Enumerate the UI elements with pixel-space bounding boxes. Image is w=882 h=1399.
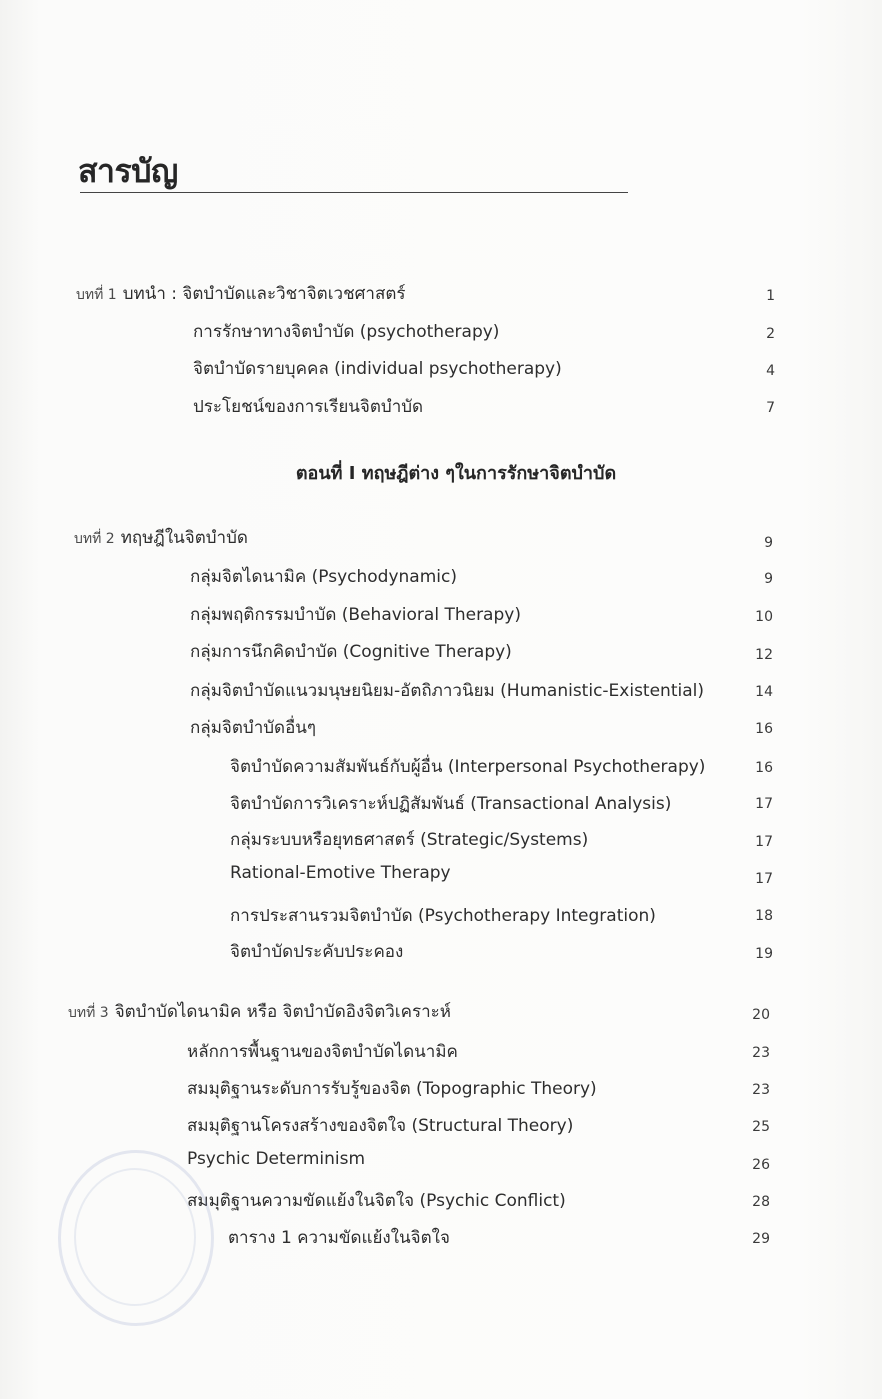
toc-entry: จิตบำบัดการวิเคราะห์ปฏิสัมพันธ์ (Transactional Analysis) (230, 794, 672, 814)
toc-entry: กลุ่มการนึกคิดบำบัด (Cognitive Therapy) (190, 642, 512, 662)
toc-entry: หลักการพื้นฐานของจิตบำบัดไดนามิค (187, 1042, 458, 1062)
toc-page-number: 25 (752, 1119, 770, 1135)
toc-entry: ประโยชน์ของการเรียนจิตบำบัด (193, 397, 424, 417)
toc-chapter-3 (68, 998, 451, 1025)
toc-page-number: 18 (755, 908, 773, 924)
toc-entry: Rational-Emotive Therapy (230, 863, 451, 883)
part-heading: ตอนที่ I ทฤษฎีต่าง ๆในการรักษาจิตบำบัด (295, 463, 617, 484)
toc-entry: ตาราง 1 ความขัดแย้งในจิตใจ (228, 1228, 450, 1248)
toc-page-number: 7 (766, 400, 775, 416)
toc-entry: กลุ่มระบบหรือยุทธศาสตร์ (Strategic/Systems) (230, 830, 589, 850)
toc-page-number: 17 (755, 834, 773, 850)
toc-entry: จิตบำบัดรายบุคคล (individual psychotherapy) (193, 359, 562, 379)
toc-page-number: 26 (752, 1157, 770, 1173)
toc-entry: จิตบำบัดความสัมพันธ์กับผู้อื่น (Interpersonal Psychotherapy) (230, 757, 706, 777)
library-stamp (58, 1150, 214, 1326)
toc-page-number: 9 (764, 535, 773, 551)
toc-entry: การประสานรวมจิตบำบัด (Psychotherapy Integration) (230, 906, 656, 926)
chapter-2-prefix: บทที่ 2 (74, 531, 115, 547)
toc-page-number: 29 (752, 1231, 770, 1247)
library-stamp-inner (74, 1168, 196, 1306)
toc-entry: กลุ่มจิตบำบัดอื่นๆ (190, 718, 317, 738)
toc-entry-text: ทฤษฎีในจิตบำบัด (120, 528, 248, 548)
toc-chapter-1 (76, 280, 406, 307)
toc-entry: Psychic Determinism (187, 1149, 366, 1169)
toc-entry: สมมุติฐานความขัดแย้งในจิตใจ (Psychic Conflict) (187, 1191, 566, 1211)
toc-page-number: 28 (752, 1194, 770, 1210)
toc-page-number: 12 (755, 647, 773, 663)
toc-entry: จิตบำบัดประคับประคอง (230, 942, 404, 962)
toc-page-number: 16 (755, 760, 773, 776)
toc-entry: กลุ่มจิตบำบัดแนวมนุษยนิยม-อัตถิภาวนิยม (Humanistic-Existential) (190, 681, 704, 701)
chapter-1-prefix: บทที่ 1 (76, 287, 117, 303)
toc-entry: สมมุติฐานระดับการรับรู้ของจิต (Topographic Theory) (187, 1079, 597, 1099)
toc-page-number: 1 (766, 288, 775, 304)
toc-page-number: 19 (755, 946, 773, 962)
chapter-3-prefix: บทที่ 3 (68, 1005, 109, 1021)
toc-page-number: 17 (755, 796, 773, 812)
page-title: สารบัญ (78, 152, 178, 190)
toc-entry-text: จิตบำบัดไดนามิค หรือ จิตบำบัดอิงจิตวิเคราะห์ (114, 1002, 451, 1022)
toc-entry: การรักษาทางจิตบำบัด (psychotherapy) (193, 322, 500, 342)
toc-entry: สมมุติฐานโครงสร้างของจิตใจ (Structural Theory) (187, 1116, 574, 1136)
toc-entry: กลุ่มพฤติกรรมบำบัด (Behavioral Therapy) (190, 605, 521, 625)
toc-page-number: 20 (752, 1007, 770, 1023)
toc-page-number: 2 (766, 326, 775, 342)
toc-page-number: 9 (764, 571, 773, 587)
toc-entry-text: บทนำ : จิตบำบัดและวิชาจิตเวชศาสตร์ (122, 284, 406, 304)
toc-page-number: 4 (766, 363, 775, 379)
toc-chapter-2 (74, 524, 248, 551)
toc-page-number: 16 (755, 721, 773, 737)
toc-page-number: 17 (755, 871, 773, 887)
toc-page-number: 23 (752, 1045, 770, 1061)
title-underline (80, 192, 628, 193)
toc-page-number: 14 (755, 684, 773, 700)
toc-page-number: 10 (755, 609, 773, 625)
toc-entry: กลุ่มจิตไดนามิค (Psychodynamic) (190, 567, 457, 587)
toc-page-number: 23 (752, 1082, 770, 1098)
